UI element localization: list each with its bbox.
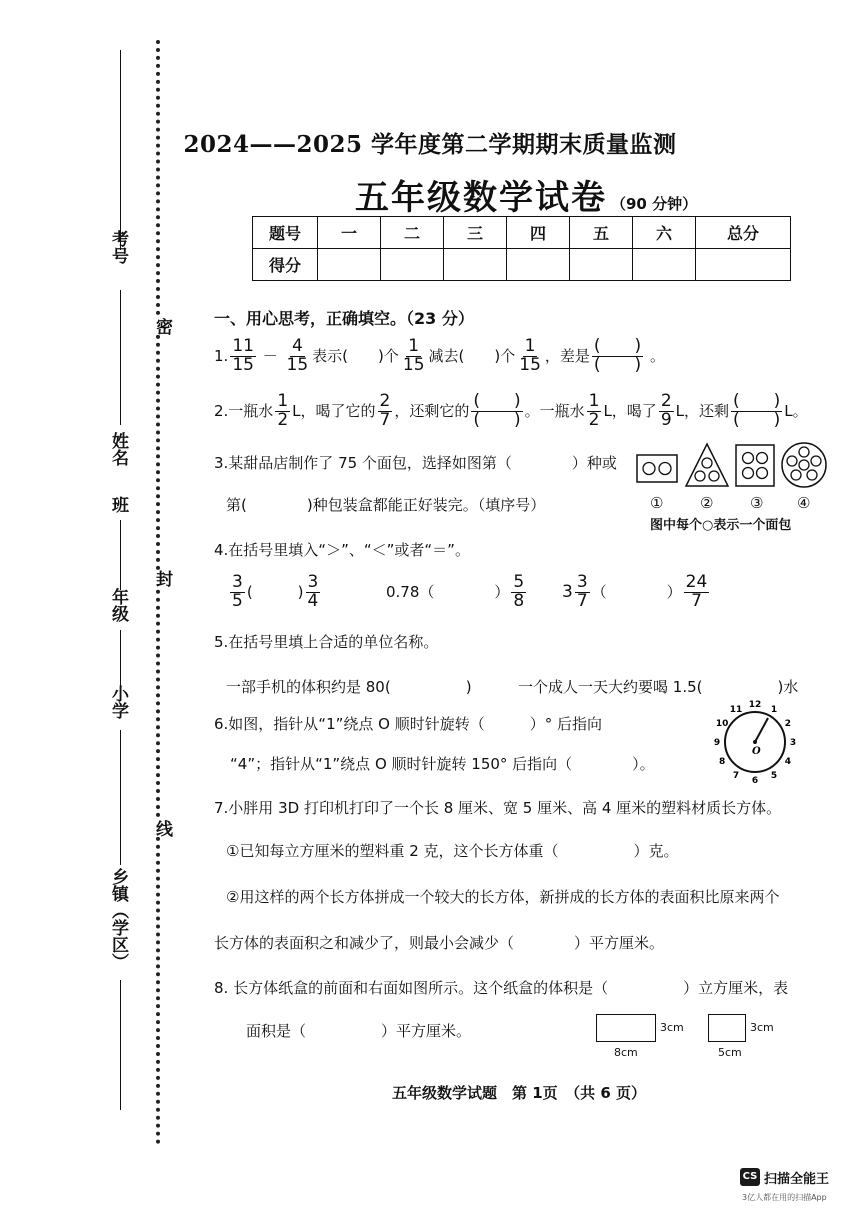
clock-numeral: 7 — [732, 770, 740, 781]
page-footer: 五年级数学试题 第 1页 （共 6 页） — [392, 1084, 647, 1102]
svg-text:O: O — [752, 746, 761, 757]
seal-dotted-line — [156, 40, 160, 1145]
ban-label: 班 — [108, 496, 128, 513]
scanner-tagline: 3亿人都在用的扫描App — [742, 1193, 827, 1202]
question-4-compare-3: 3 $\frac{3}{7}$ （ ） $\frac{24}{7}$ — [562, 572, 708, 611]
seal-xian: 线 — [150, 820, 175, 837]
package-2-icon — [686, 444, 728, 486]
kaohao-label: 考号 — [108, 230, 128, 264]
margin-line-bottom — [120, 980, 121, 1110]
section-heading: 一、用心思考，正确填空。（23 分） — [214, 309, 474, 328]
xingming-label: 姓名 — [108, 432, 128, 466]
question-8-line1: 8. 长方体纸盒的前面和右面如图所示。这个纸盒的体积是（ ）立方厘米，表 — [214, 979, 789, 997]
question-5: 5.在括号里填上合适的单位名称。 — [214, 633, 439, 651]
clock-numeral: 3 — [789, 738, 797, 748]
question-4-compare-2: 0.78（ ） $\frac{5}{8}$ — [386, 572, 525, 611]
front-height-label: 3cm — [660, 1021, 684, 1034]
question-7-line2: ①已知每立方厘米的塑料重 2 克，这个长方体重（ ）克。 — [226, 842, 679, 860]
package-label-3: ③ — [750, 494, 764, 512]
package-figures — [636, 440, 832, 494]
clock-numeral: 10 — [715, 719, 729, 729]
package-3-icon — [736, 445, 774, 486]
margin-line-5 — [120, 730, 121, 865]
question-7-line1: 7.小胖用 3D 打印机打印了一个长 8 厘米、宽 5 厘米、高 4 厘米的塑料材质长方体。 — [214, 799, 782, 817]
score-table — [252, 216, 791, 281]
clock-numeral: 6 — [751, 776, 759, 784]
front-width-label: 8cm — [614, 1046, 638, 1059]
xiangzhen-label: 乡镇（学区） — [108, 868, 128, 970]
clock-numeral: 1 — [770, 705, 778, 716]
question-5-b: 一个成人一天大约要喝 1.5( )水 — [518, 678, 799, 696]
clock-numeral: 2 — [784, 719, 792, 729]
clock-numeral: 9 — [713, 738, 721, 748]
package-label-1: ① — [650, 494, 664, 512]
clock-numeral: 8 — [718, 757, 726, 767]
package-4-icon — [782, 443, 826, 487]
right-height-label: 3cm — [750, 1021, 774, 1034]
scanner-badge-icon: CS — [740, 1168, 760, 1186]
question-4-compare-1: $\frac{3}{5}$ ( ) $\frac{3}{4}$ — [232, 572, 319, 611]
right-face-rect — [708, 1014, 746, 1042]
question-2: 2.一瓶水 $\frac{1}{2}$ L，喝了它的 $\frac{2}{7}$ ，还剩它的 $\frac{( )}{( )}$ 。一瓶水 $\frac{1}{2}$ L，喝了 $\frac{2}{9}$ L，还剩 $\frac{( )}{( )}$ L。 — [214, 391, 808, 430]
score-value-row: 得分 — [253, 249, 791, 281]
clock-numeral: 5 — [770, 770, 778, 781]
seal-feng: 封 — [150, 570, 175, 587]
clock-numeral: 4 — [784, 757, 792, 767]
exam-subtitle: 五年级数学试卷 （90 分钟） — [355, 178, 698, 218]
question-5-a: 一部手机的体积约是 80( ) — [226, 678, 472, 696]
question-1: 1. $\frac{11}{15}$ － $\frac{4}{15}$ 表示( )个 $\frac{1}{15}$ 减去( )个 $\frac{1}{15}$ ，差是 $\frac{( )}{( )}$ 。 — [214, 336, 665, 375]
question-7-line4: 长方体的表面积之和减少了，则最小会减少（ ）平方厘米。 — [214, 934, 665, 952]
front-face-rect — [596, 1014, 656, 1042]
score-header-row: 题号 一 二 三 四 五 六 总分 — [253, 217, 791, 249]
margin-line-2 — [120, 290, 121, 425]
margin-line-3 — [120, 520, 121, 590]
question-3-line1: 3.某甜品店制作了 75 个面包，选择如图第（ ）种或 — [214, 454, 617, 472]
exam-title: 2024——2025 学年度第二学期期末质量监测 — [183, 131, 677, 158]
package-1-icon — [637, 455, 677, 482]
package-label-2: ② — [700, 494, 714, 512]
package-label-4: ④ — [797, 494, 811, 512]
question-6-line2: “4”；指针从“1”绕点 O 顺时针旋转 150° 后指向（ ）。 — [230, 755, 655, 773]
question-8-line2: 面积是（ ）平方厘米。 — [246, 1022, 472, 1040]
question-3-line2: 第( )种包装盒都能正好装完。（填序号） — [226, 496, 546, 514]
clock-numeral: 12 — [748, 700, 762, 710]
question-4: 4.在括号里填入“＞”、“＜”或者“＝”。 — [214, 541, 470, 559]
clock-figure — [712, 698, 798, 784]
question-6-line1: 6.如图，指针从“1”绕点 O 顺时针旋转（ ）° 后指向 — [214, 715, 603, 733]
seal-mi: 密 — [150, 318, 175, 335]
package-caption: 图中每个○表示一个面包 — [650, 518, 792, 533]
right-width-label: 5cm — [718, 1046, 742, 1059]
question-7-line3: ②用这样的两个长方体拼成一个较大的长方体，新拼成的长方体的表面积比原来两个 — [226, 888, 780, 906]
xiaoxue-label: 小学 — [108, 685, 128, 719]
clock-numeral: 11 — [729, 705, 743, 716]
exam-duration: （90 分钟） — [611, 195, 698, 213]
nianji-label: 年级 — [108, 588, 128, 622]
scanner-brand: 扫描全能王 — [764, 1172, 830, 1187]
margin-line-4 — [120, 630, 121, 690]
